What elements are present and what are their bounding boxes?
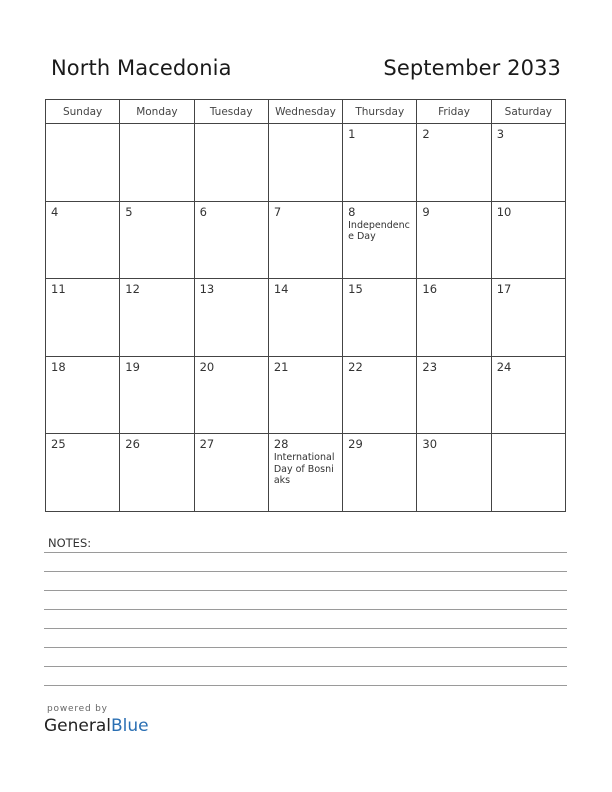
day-number: 16 xyxy=(422,282,438,297)
weekday-header-row xyxy=(46,100,566,124)
day-cell xyxy=(194,356,268,434)
week-row xyxy=(46,356,566,434)
day-cell xyxy=(120,434,194,512)
day-cell xyxy=(46,434,120,512)
day-number: 24 xyxy=(496,359,512,374)
day-cell xyxy=(491,124,565,202)
day-number: 12 xyxy=(125,282,140,297)
day-cell xyxy=(343,434,417,512)
week-row xyxy=(46,124,566,202)
day-cell xyxy=(46,279,120,357)
week-row xyxy=(46,279,566,357)
day-cell xyxy=(417,434,491,512)
weekday-tuesday: Tuesday xyxy=(194,100,268,124)
day-cell xyxy=(417,201,491,279)
day-cell xyxy=(343,279,417,357)
weekday-friday: Friday xyxy=(417,100,491,124)
note-line xyxy=(44,647,567,648)
generalblue-logo[interactable] xyxy=(44,716,149,736)
day-number: 27 xyxy=(199,437,215,452)
day-number: 7 xyxy=(273,204,282,219)
day-cell xyxy=(120,201,194,279)
day-number: 6 xyxy=(199,204,207,219)
day-cell xyxy=(46,124,120,202)
day-cell xyxy=(194,434,268,512)
day-cell xyxy=(120,124,194,202)
holiday-label: Independence Day xyxy=(348,219,410,243)
day-cell xyxy=(268,201,342,279)
holiday-label: International Day of Bosniaks xyxy=(273,452,335,487)
day-cell xyxy=(491,356,565,434)
note-line xyxy=(44,609,567,610)
week-row xyxy=(46,201,566,279)
day-number: 14 xyxy=(273,282,289,297)
day-number: 4 xyxy=(51,204,59,219)
day-cell xyxy=(268,279,342,357)
day-cell xyxy=(46,356,120,434)
day-number: 9 xyxy=(422,204,430,219)
weekday-thursday: Thursday xyxy=(343,100,417,124)
day-cell xyxy=(194,201,268,279)
day-cell xyxy=(268,434,342,512)
day-number: 22 xyxy=(348,359,363,374)
day-cell xyxy=(417,279,491,357)
day-number: 13 xyxy=(199,282,215,297)
day-cell xyxy=(417,124,491,202)
country-title: North Macedonia xyxy=(51,56,232,80)
day-cell xyxy=(194,124,268,202)
day-number: 30 xyxy=(422,437,438,452)
day-number: 1 xyxy=(348,127,356,141)
day-number: 28 xyxy=(273,437,289,452)
day-cell xyxy=(343,124,417,202)
day-cell xyxy=(46,201,120,279)
day-number: 18 xyxy=(51,359,66,374)
day-number: 29 xyxy=(348,437,363,452)
day-number: 11 xyxy=(51,282,66,297)
day-number: 10 xyxy=(496,204,512,219)
day-cell xyxy=(194,279,268,357)
brand-general: General xyxy=(44,716,111,736)
note-line xyxy=(44,590,567,591)
brand-blue: Blue xyxy=(111,716,149,736)
weekday-sunday: Sunday xyxy=(46,100,120,124)
day-cell xyxy=(268,356,342,434)
day-cell xyxy=(120,356,194,434)
week-row xyxy=(46,434,566,512)
month-year-title: September 2033 xyxy=(383,56,561,80)
day-number: 8 xyxy=(348,204,356,219)
day-cell xyxy=(343,356,417,434)
day-cell xyxy=(120,279,194,357)
powered-by-text: powered by xyxy=(47,704,108,714)
notes-label: NOTES: xyxy=(48,536,92,550)
day-number: 5 xyxy=(125,204,133,219)
day-number: 26 xyxy=(125,437,140,452)
day-number: 25 xyxy=(51,437,66,452)
day-number: 17 xyxy=(496,282,512,297)
day-number: 21 xyxy=(273,359,289,374)
day-number: 3 xyxy=(496,127,505,141)
day-number: 23 xyxy=(422,359,438,374)
day-number: 19 xyxy=(125,359,140,374)
day-cell xyxy=(417,356,491,434)
day-cell xyxy=(268,124,342,202)
day-cell xyxy=(491,279,565,357)
day-cell xyxy=(343,201,417,279)
day-cell xyxy=(491,434,565,512)
note-line xyxy=(44,685,567,686)
day-number: 20 xyxy=(199,359,215,374)
day-number: 2 xyxy=(422,127,430,141)
weekday-wednesday: Wednesday xyxy=(268,100,342,124)
weekday-monday: Monday xyxy=(120,100,194,124)
day-number: 15 xyxy=(348,282,363,297)
note-line xyxy=(44,552,567,553)
weekday-saturday: Saturday xyxy=(491,100,565,124)
note-line xyxy=(44,571,567,572)
note-line xyxy=(44,666,567,667)
calendar-grid xyxy=(45,99,566,512)
day-cell xyxy=(491,201,565,279)
note-line xyxy=(44,628,567,629)
